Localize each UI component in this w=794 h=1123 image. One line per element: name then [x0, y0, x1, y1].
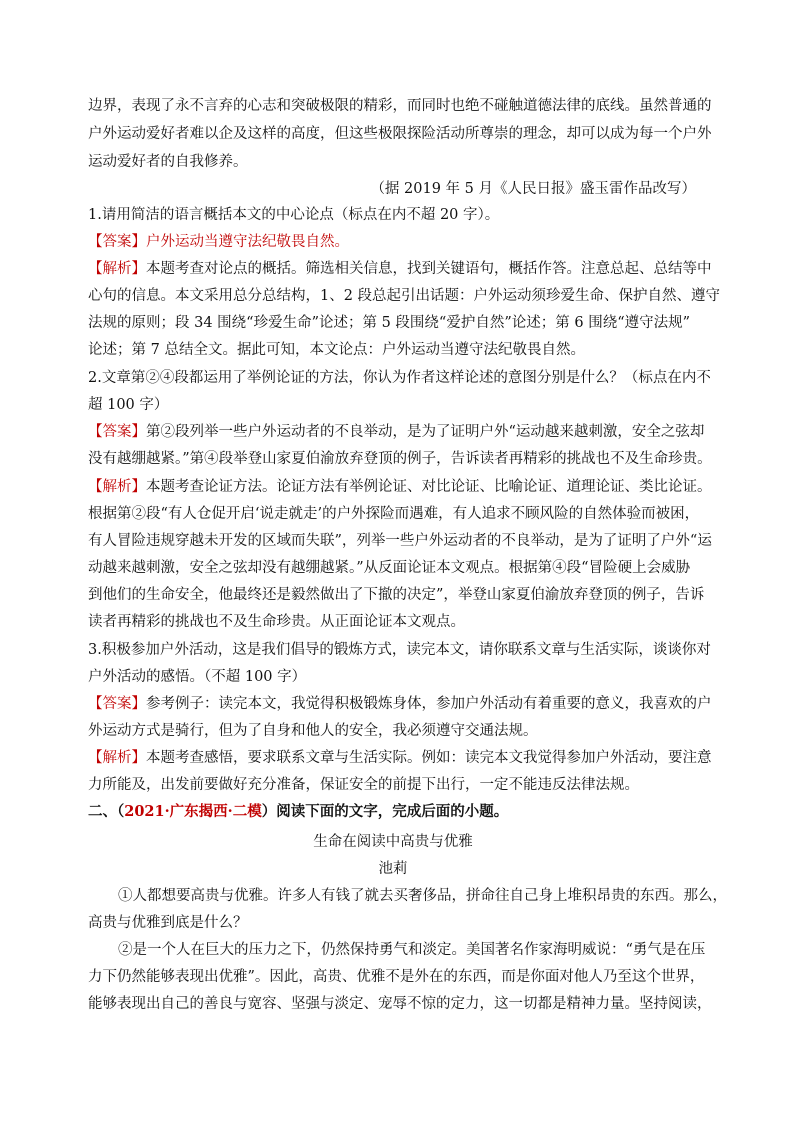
answer-label: 【答案】 [88, 696, 146, 712]
q1-answer-text: 户外运动当遵守法纪敬畏自然。 [146, 234, 349, 250]
section-2-prefix: 二、（ [88, 803, 125, 820]
q2-analysis-line: 动越来越刺激，安全之弦却没有越绷越紧。”从反面论证本文观点。根据第④段“冒险硬上会威胁 [88, 560, 691, 576]
intro-line: 运动爱好者的自我修养。 [88, 154, 248, 170]
q2-answer [88, 422, 705, 442]
q2-analysis-line: 根据第②段“有人仓促开启‘说走就走’的户外探险而遇难，有人追求不顾风险的自然体验而被困， [88, 506, 700, 522]
q3-answer-text: 参考例子：读完本文，我觉得积极锻炼身体，参加户外活动有着重要的意义，我喜欢的户 [146, 696, 712, 712]
q3-analysis [88, 748, 712, 768]
q1-analysis-text: 本题考查对论点的概括。筛选相关信息，找到关键语句，概括作答。注意总起、总结等中 [146, 261, 712, 277]
section-2-suffix: ）阅读下面的文字，完成后面的小题。 [261, 803, 509, 820]
q2-analysis [88, 477, 712, 497]
question-1: 1.请用简洁的语言概括本文的中心论点（标点在内不超 20 字）。 [88, 207, 500, 223]
article-author: 池莉 [378, 861, 408, 877]
question-3-line: 户外活动的感悟。（不超 100 字） [88, 669, 307, 685]
article-paragraph-2-line: 能够表现出自己的善良与宽容、坚强与淡定、宠辱不惊的定力，这一切都是精神力量。坚持阅读， [88, 996, 712, 1012]
section-2-heading [88, 802, 698, 822]
q2-analysis-line: 有人冒险违规穿越未开发的区域而失联”，列举一些户外运动者的不良举动，是为了证明了户外“运 [88, 533, 712, 549]
q3-answer [88, 694, 712, 714]
q3-analysis-line: 力所能及，出发前要做好充分准备，保证安全的前提下出行，一定不能违反法律法规。 [88, 777, 639, 793]
q1-analysis [88, 259, 712, 279]
q2-answer-line: 没有越绷越紧。”第④段举登山家夏伯渝放弃登顶的例子，告诉读者再精彩的挑战也不及生命珍贵。 [88, 451, 712, 467]
q1-analysis-line: 论述；第 7 总结全文。据此可知，本文论点：户外运动当遵守法纪敬畏自然。 [88, 342, 585, 358]
q3-answer-line: 外运动方式是骑行，但为了自身和他人的安全，我必须遵守交通法规。 [88, 723, 538, 739]
answer-label: 【答案】 [88, 234, 146, 250]
analysis-label: 【解析】 [88, 479, 146, 495]
article-paragraph-2: ②是一个人在巨大的压力之下，仍然保持勇气和淡定。美国著名作家海明威说：“勇气是在压 [118, 942, 706, 958]
q1-analysis-line: 法规的原则；段 34 围绕“珍爱生命”论述；第 5 段围绕“爱护自然”论述；第 6 围绕“遵守法规” [88, 315, 691, 331]
article-paragraph-1-line: 高贵与优雅到底是什么？ [88, 915, 248, 931]
q1-answer [88, 232, 698, 252]
article-title: 生命在阅读中高贵与优雅 [313, 834, 473, 850]
analysis-label: 【解析】 [88, 750, 146, 766]
q2-analysis-text: 本题考查论证方法。论证方法有举例论证、对比论证、比喻论证、道理论证、类比论证。 [146, 479, 712, 495]
article-paragraph-1: ①人都想要高贵与优雅。许多人有钱了就去买奢侈品，拼命往自己身上堆积昂贵的东西。那么， [118, 888, 727, 904]
q3-analysis-text: 本题考查感悟，要求联系文章与生活实际。例如：读完本文我觉得参加户外活动，要注意 [146, 750, 712, 766]
q2-analysis-line: 到他们的生命安全，他最终还是毅然做出了下撤的决定”，举登山家夏伯渝放弃登顶的例子，告诉 [88, 587, 705, 603]
article-paragraph-2-line: 力下仍然能够表现出优雅”。因此，高贵、优雅不是外在的东西，而是你面对他人乃至这个世界， [88, 969, 705, 985]
question-2-line: 2.文章第②④段都运用了举例论证的方法，你认为作者这样论述的意图分别是什么？（标点在内不 [88, 370, 711, 386]
question-2-line: 超 100 字） [88, 397, 169, 413]
intro-line: 边界，表现了永不言弃的心志和突破极限的精彩，而同时也绝不碰触道德法律的底线。虽然普通的 [88, 98, 712, 114]
q2-analysis-line: 读者再精彩的挑战也不及生命珍贵。从正面论证本文观点。 [88, 614, 465, 630]
question-3-line: 3.积极参加户外活动，这是我们倡导的锻炼方式，读完本文，请你联系文章与生活实际，谈谈你对 [88, 642, 711, 658]
analysis-label: 【解析】 [88, 261, 146, 277]
q2-answer-text: 第②段列举一些户外运动者的不良举动，是为了证明户外“运动越来越刺激，安全之弦却 [146, 424, 705, 440]
intro-line: 户外运动爱好者难以企及这样的高度，但这些极限探险活动所尊崇的理念，却可以成为每一个户外 [88, 126, 712, 142]
source-note: （据 2019 年 5 月《人民日报》盛玉雷作品改写） [370, 181, 696, 197]
answer-label: 【答案】 [88, 424, 146, 440]
q1-analysis-line: 心句的信息。本文采用总分总结构，1、2 段总起引出话题：户外运动须珍爱生命、保护自然、遵守 [88, 288, 721, 304]
section-2-source: 2021·广东揭西·二模 [124, 803, 262, 820]
